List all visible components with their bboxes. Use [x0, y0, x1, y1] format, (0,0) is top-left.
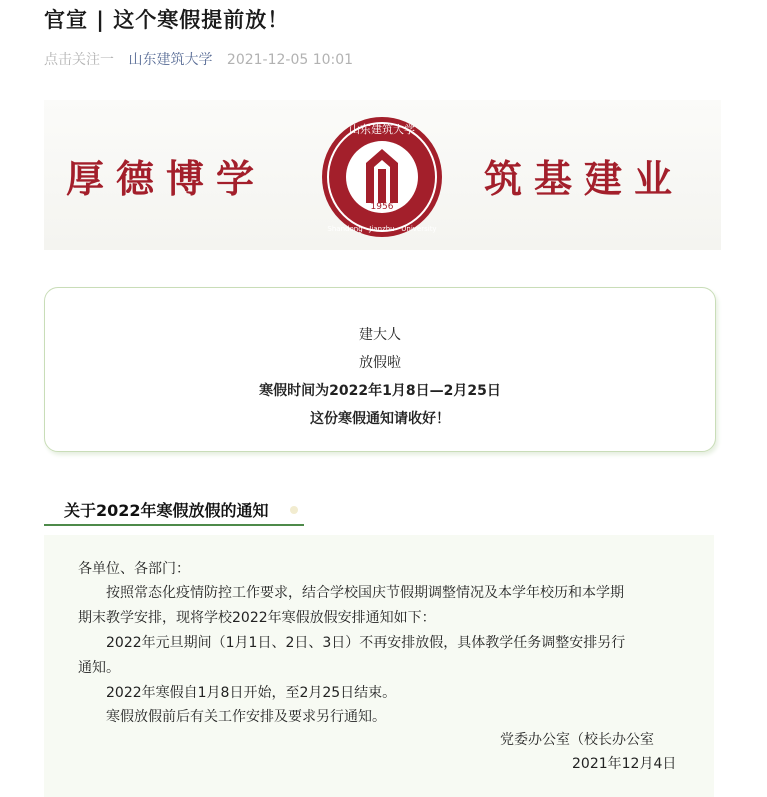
- paragraph-4: 寒假放假前后有关工作安排及要求另行通知。: [106, 709, 386, 725]
- notice-body: [44, 535, 714, 797]
- paragraph-3: 2022年寒假自1月8日开始，至2月25日结束。: [106, 685, 397, 701]
- section-title: 关于2022年寒假放假的通知: [64, 501, 269, 520]
- article-meta: [44, 49, 363, 69]
- notice-line-3: 寒假时间为2022年1月8日—2月25日: [259, 383, 501, 399]
- follow-prompt[interactable]: 点击关注一: [44, 52, 114, 68]
- author-link[interactable]: 山东建筑大学: [128, 52, 213, 68]
- holiday-notice-card: [44, 287, 716, 452]
- seal-name-en: Shandong · Jianzhu · University: [327, 225, 437, 233]
- publish-date: 2021-12-05 10:01: [226, 52, 354, 68]
- section-underline: [44, 524, 304, 526]
- university-seal-icon: [320, 115, 444, 239]
- paragraph-1-line-1: 按照常态化疫情防控工作要求，结合学校国庆节假期调整情况及本学年校历和本学期: [106, 585, 624, 601]
- notice-line-4: 这份寒假通知请收好！: [310, 411, 450, 427]
- article-title: 官宣 | 这个寒假提前放！: [44, 8, 290, 32]
- seal-name-cn: 山东建筑大学: [349, 123, 415, 136]
- motto-right: 筑基建业: [484, 156, 685, 201]
- signature-date: 2021年12月4日: [572, 756, 677, 772]
- signature: 党委办公室（校长办公室: [500, 732, 654, 748]
- motto-left: 厚德博学: [66, 156, 267, 201]
- university-banner: [44, 100, 721, 250]
- section-dot-decoration: [290, 506, 298, 514]
- paragraph-1-line-2: 期末教学安排，现将学校2022年寒假放假安排通知如下：: [78, 610, 436, 626]
- notice-line-1: 建大人: [359, 327, 401, 343]
- paragraph-2-line-1: 2022年元旦期间（1月1日、2日、3日）不再安排放假，具体教学任务调整安排另行: [106, 635, 626, 651]
- paragraph-2-line-2: 通知。: [78, 660, 120, 676]
- seal-year: 1956: [370, 202, 394, 212]
- greeting: 各单位、各部门：: [78, 561, 190, 577]
- notice-line-2: 放假啦: [359, 355, 401, 371]
